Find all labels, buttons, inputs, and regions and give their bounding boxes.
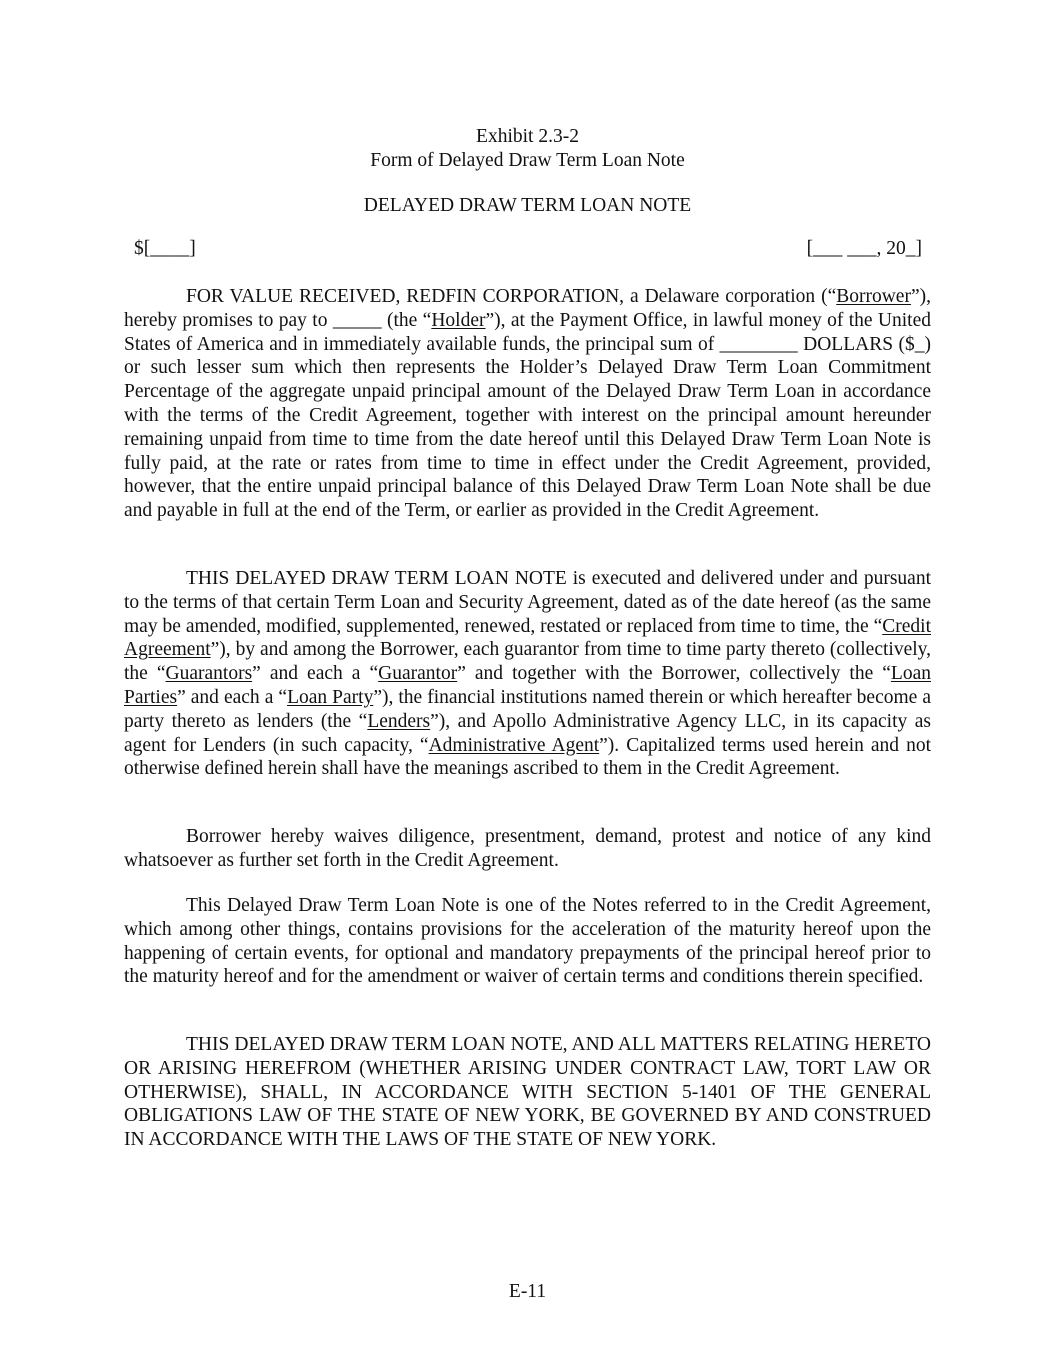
defined-term-guarantors: Guarantors bbox=[165, 663, 253, 685]
text-run: ”), by and among the Borrower, each guarantor from time to time party thereto (collectively, the “ bbox=[124, 639, 931, 685]
text-run: ”). Capitalized terms used herein and not otherwise defined herein shall have the meanings ascribed to them in the Credit Agreement. bbox=[124, 734, 931, 780]
page-number: E-11 bbox=[508, 1281, 547, 1302]
defined-term-loan-parties: Loan Parties bbox=[124, 663, 931, 708]
text-run: ”), hereby promises to pay to _____ (the “ bbox=[124, 286, 931, 331]
paragraph-promise-to-pay bbox=[124, 285, 931, 523]
paragraph-governing-law: THIS DELAYED DRAW TERM LOAN NOTE, AND ALL MATTERS RELATING HERETO OR ARISING HEREFROM (WHETHER ARISING UNDER CONTRACT LAW, TORT LAW OR OTHERWISE), SHALL, IN ACCORDANCE WITH SECTION 5-1401 OF THE GENERAL OBLIGATIONS LAW OF THE STATE OF NEW YORK, BE GOVERNED BY AND CONSTRUED IN ACCORDANCE WITH THE LAWS OF THE STATE OF NEW YORK. bbox=[124, 1034, 931, 1151]
text-run: ”), at the Payment Office, in lawful money of the United States of America and in immediately available funds, the principal sum of ________ DOLLARS ($_) or such lesser sum which then represents the Holder’s Delayed Draw Term Loan Commitment Percentage of the aggregate unpaid principal amount of the Delayed Draw Term Loan in accordance with the terms of the Credit Agreement, together with interest on the principal amount hereunder remaining unpaid from time to time from the date hereof until this Delayed Draw Term Loan Note is fully paid, at the rate or rates from time to time in effect under the Credit Agreement, provided, however, that the entire unpaid principal balance of this Delayed Draw Term Loan Note shall be due and payable in full at the end of the Term, or earlier as provided in the Credit Agreement. bbox=[124, 309, 931, 522]
defined-term-credit-agreement: Credit Agreement bbox=[124, 615, 931, 661]
defined-term-borrower: Borrower bbox=[836, 286, 911, 307]
defined-term-holder: Holder bbox=[431, 309, 486, 331]
paragraph-credit-agreement bbox=[124, 567, 931, 781]
defined-term-administrative-agent: Administrative Agent bbox=[428, 734, 600, 756]
text-run: ”), the financial institutions named therein or which hereafter become a party thereto as lenders (the “ bbox=[124, 686, 931, 732]
note-title: DELAYED DRAW TERM LOAN NOTE bbox=[363, 195, 692, 216]
text-run: ” and each a “ bbox=[252, 663, 379, 685]
text-run: ” and each a “ bbox=[177, 686, 288, 708]
text-run: THIS DELAYED DRAW TERM LOAN NOTE is executed and delivered under and pursuant to the terms of that certain Term Loan and Security Agreement, dated as of the date hereof (as the same may be amended, modified, supplemented, renewed, restated or replaced from time to time, the “ bbox=[124, 568, 931, 637]
exhibit-label: Exhibit 2.3-2 bbox=[476, 126, 579, 147]
date-placeholder: [___ ___, 20_] bbox=[806, 238, 922, 259]
text-run: FOR VALUE RECEIVED, REDFIN CORPORATION, a Delaware corporation (“ bbox=[186, 286, 837, 307]
defined-term-loan-party: Loan Party bbox=[287, 686, 374, 708]
defined-term-lenders: Lenders bbox=[367, 710, 431, 732]
form-title: Form of Delayed Draw Term Loan Note bbox=[370, 150, 685, 171]
paragraph-waiver: Borrower hereby waives diligence, presentment, demand, protest and notice of any kind whatsoever as further set forth in the Credit Agreement. bbox=[124, 826, 931, 871]
paragraph-notes-reference: This Delayed Draw Term Loan Note is one of the Notes referred to in the Credit Agreement, which among other things, contains provisions for the acceleration of the maturity hereof upon the happening of certain events, for optional and mandatory prepayments of the principal hereof prior to the maturity hereof and for the amendment or waiver of certain terms and conditions therein specified. bbox=[124, 895, 931, 988]
defined-term-guarantor: Guarantor bbox=[378, 663, 458, 685]
text-run: ” and together with the Borrower, collectively the “ bbox=[457, 663, 891, 685]
principal-amount-placeholder: $[____] bbox=[134, 238, 196, 259]
text-run: ”), and Apollo Administrative Agency LLC, in its capacity as agent for Lenders (in such capacity, “ bbox=[124, 710, 931, 756]
